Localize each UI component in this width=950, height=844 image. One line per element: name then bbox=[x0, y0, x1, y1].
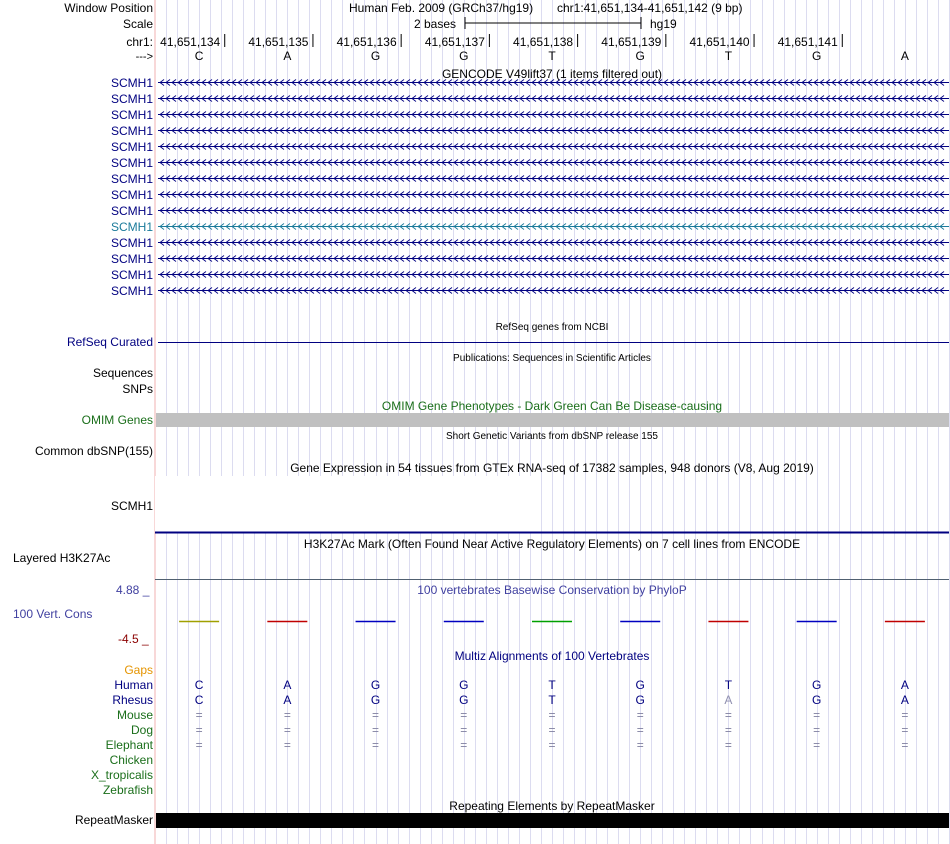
alignment-base: = bbox=[548, 738, 556, 752]
omim-title: OMIM Gene Phenotypes - Dark Green Can Be Disease-causing bbox=[381, 399, 723, 413]
alignment-base: = bbox=[636, 708, 644, 722]
coordinate-label: 41,651,137 bbox=[424, 35, 485, 49]
omim-block[interactable] bbox=[156, 413, 949, 427]
alignment-base: = bbox=[372, 738, 380, 752]
alignment-base: = bbox=[460, 708, 468, 722]
multiz-title: Multiz Alignments of 100 Vertebrates bbox=[454, 649, 650, 663]
alignment-base: = bbox=[813, 708, 821, 722]
alignment-base: C bbox=[194, 693, 204, 707]
zebrafish-label[interactable]: Zebrafish bbox=[102, 783, 153, 797]
sequences-label[interactable]: Sequences bbox=[92, 366, 153, 380]
mouse-label[interactable]: Mouse bbox=[116, 708, 153, 722]
gene-label[interactable]: SCMH1 bbox=[110, 284, 153, 298]
gene-label[interactable]: SCMH1 bbox=[110, 220, 153, 234]
gene-label[interactable]: SCMH1 bbox=[110, 204, 153, 218]
omim-label[interactable]: OMIM Genes bbox=[81, 413, 153, 427]
alignment-base: = bbox=[372, 708, 380, 722]
alignment-base: A bbox=[900, 678, 909, 692]
alignment-base: G bbox=[370, 678, 381, 692]
alignment-base: G bbox=[811, 678, 822, 692]
ruler-base: A bbox=[283, 49, 292, 63]
cons-ymin: -4.5 _ bbox=[118, 632, 149, 646]
coordinate-label: 41,651,136 bbox=[336, 35, 397, 49]
gene-label[interactable]: SCMH1 bbox=[110, 76, 153, 90]
chicken-label[interactable]: Chicken bbox=[109, 753, 153, 767]
repeat-title: Repeating Elements by RepeatMasker bbox=[449, 799, 655, 813]
coordinate-label: 41,651,140 bbox=[689, 35, 750, 49]
gene-label[interactable]: SCMH1 bbox=[110, 156, 153, 170]
gene-label[interactable]: SCMH1 bbox=[110, 252, 153, 266]
coordinate-label: 41,651,135 bbox=[248, 35, 309, 49]
alignment-base: = bbox=[283, 723, 291, 737]
gtex-gene-label[interactable]: SCMH1 bbox=[110, 499, 153, 513]
gene-label[interactable]: SCMH1 bbox=[110, 92, 153, 106]
coordinate-label: 41,651,134 bbox=[160, 35, 221, 49]
alignment-base: = bbox=[724, 738, 732, 752]
elephant-label[interactable]: Elephant bbox=[105, 738, 153, 752]
position-text: chr1:41,651,134-41,651,142 (9 bp) bbox=[557, 1, 743, 15]
alignment-base: = bbox=[901, 708, 909, 722]
alignment-base: A bbox=[283, 678, 292, 692]
alignment-base: T bbox=[548, 678, 556, 692]
repeat-label[interactable]: RepeatMasker bbox=[74, 813, 153, 827]
refseq-label[interactable]: RefSeq Curated bbox=[66, 335, 153, 349]
gencode-title: GENCODE V49lift37 (1 items filtered out) bbox=[441, 67, 663, 81]
alignment-base: = bbox=[724, 708, 732, 722]
gene-label[interactable]: SCMH1 bbox=[110, 268, 153, 282]
repeatmasker-block[interactable] bbox=[156, 813, 949, 828]
alignment-base: = bbox=[460, 723, 468, 737]
ruler-base: T bbox=[724, 49, 733, 63]
h3k27ac-title: H3K27Ac Mark (Often Found Near Active Regulatory Elements) on 7 cell lines from ENCODE bbox=[303, 537, 801, 551]
alignment-base: = bbox=[548, 708, 556, 722]
gene-label[interactable]: SCMH1 bbox=[110, 124, 153, 138]
gene-label[interactable]: SCMH1 bbox=[110, 140, 153, 154]
alignment-base: = bbox=[195, 708, 203, 722]
ruler-base: G bbox=[635, 49, 645, 63]
assembly-title: Human Feb. 2009 (GRCh37/hg19) bbox=[349, 1, 534, 15]
chrom-label[interactable]: chr1: bbox=[126, 35, 153, 49]
alignment-base: = bbox=[636, 723, 644, 737]
gene-label[interactable]: SCMH1 bbox=[110, 172, 153, 186]
h3k27ac-label[interactable]: Layered H3K27Ac bbox=[13, 551, 111, 565]
gene-label[interactable]: SCMH1 bbox=[110, 236, 153, 250]
alignment-base: G bbox=[635, 678, 645, 692]
gene-label[interactable]: SCMH1 bbox=[110, 108, 153, 122]
alignment-base: A bbox=[724, 693, 733, 707]
ruler-base: C bbox=[194, 49, 204, 63]
gene-label[interactable]: SCMH1 bbox=[110, 188, 153, 202]
alignment-base: = bbox=[283, 708, 291, 722]
alignment-base: G bbox=[459, 693, 469, 707]
alignment-base: = bbox=[195, 738, 203, 752]
alignment-base: = bbox=[724, 723, 732, 737]
alignment-base: = bbox=[813, 723, 821, 737]
rhesus-label[interactable]: Rhesus bbox=[112, 693, 153, 707]
cons-title: 100 vertebrates Basewise Conservation by PhyloP bbox=[417, 583, 687, 597]
alignment-base: = bbox=[901, 723, 909, 737]
cons-ymax: 4.88 _ bbox=[116, 583, 150, 597]
strand-label[interactable]: ---> bbox=[135, 51, 153, 63]
gtex-title: Gene Expression in 54 tissues from GTEx RNA-seq of 17382 samples, 948 donors (V8, Aug 2019) bbox=[290, 461, 814, 475]
alignment-base: C bbox=[194, 678, 204, 692]
ruler-base: G bbox=[370, 49, 381, 63]
publications-title: Publications: Sequences in Scientific Articles bbox=[453, 353, 651, 364]
coordinate-label: 41,651,139 bbox=[601, 35, 662, 49]
alignment-base: = bbox=[372, 723, 380, 737]
db-text: hg19 bbox=[650, 17, 677, 31]
alignment-base: A bbox=[283, 693, 292, 707]
alignment-base: T bbox=[724, 678, 733, 692]
gtex-background bbox=[155, 476, 532, 532]
gaps-label[interactable]: Gaps bbox=[124, 663, 153, 677]
alignment-base: = bbox=[283, 738, 291, 752]
alignment-base: G bbox=[459, 678, 469, 692]
alignment-base: = bbox=[548, 723, 556, 737]
ruler-base: G bbox=[459, 49, 469, 63]
alignment-base: A bbox=[900, 693, 909, 707]
alignment-base: = bbox=[901, 738, 909, 752]
window-position-label[interactable]: Window Position bbox=[64, 1, 153, 15]
alignment-base: = bbox=[460, 738, 468, 752]
alignment-base: G bbox=[635, 693, 645, 707]
alignment-base: = bbox=[813, 738, 821, 752]
alignment-base: G bbox=[370, 693, 381, 707]
human-label[interactable]: Human bbox=[114, 678, 153, 692]
scale-text: 2 bases bbox=[414, 17, 457, 31]
coordinate-label: 41,651,141 bbox=[777, 35, 838, 49]
ruler-base: G bbox=[811, 49, 822, 63]
cons-label[interactable]: 100 Vert. Cons bbox=[13, 607, 93, 621]
alignment-base: T bbox=[548, 693, 556, 707]
dog-label[interactable]: Dog bbox=[130, 723, 153, 737]
ruler-base: T bbox=[548, 49, 556, 63]
refseq-title: RefSeq genes from NCBI bbox=[495, 322, 609, 333]
alignment-base: G bbox=[811, 693, 822, 707]
coordinate-label: 41,651,138 bbox=[513, 35, 574, 49]
dbsnp-title: Short Genetic Variants from dbSNP release 155 bbox=[446, 431, 658, 442]
ruler-base: A bbox=[900, 49, 909, 63]
dbsnp-label[interactable]: Common dbSNP(155) bbox=[34, 444, 153, 458]
xtropicalis-label[interactable]: X_tropicalis bbox=[90, 768, 153, 782]
scale-label[interactable]: Scale bbox=[122, 17, 153, 31]
alignment-base: = bbox=[195, 723, 203, 737]
snps-label[interactable]: SNPs bbox=[122, 382, 153, 396]
alignment-base: = bbox=[636, 738, 644, 752]
